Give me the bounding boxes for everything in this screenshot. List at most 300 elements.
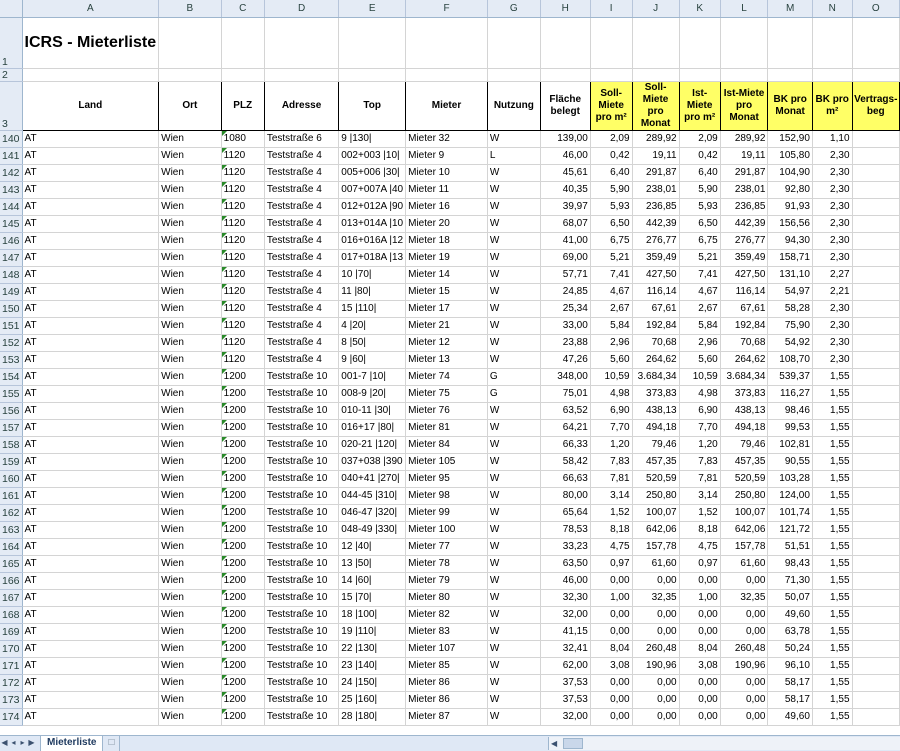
cell[interactable]: Mieter 10: [406, 164, 488, 181]
cell[interactable]: 14 |60|: [339, 572, 406, 589]
cell[interactable]: 9 |60|: [339, 351, 406, 368]
cell[interactable]: [339, 17, 406, 68]
cell[interactable]: 260,48: [720, 640, 768, 657]
cell[interactable]: AT: [22, 419, 159, 436]
cell[interactable]: Teststraße 10: [264, 708, 338, 725]
cell[interactable]: 70,68: [632, 334, 679, 351]
cell[interactable]: 32,41: [540, 640, 590, 657]
cell[interactable]: Mieter 75: [406, 385, 488, 402]
cell[interactable]: 0,00: [679, 691, 720, 708]
cell[interactable]: G: [487, 385, 540, 402]
cell[interactable]: 539,37: [768, 368, 812, 385]
row-header[interactable]: 150: [0, 300, 22, 317]
cell[interactable]: 5,90: [679, 181, 720, 198]
cell[interactable]: [768, 17, 812, 68]
cell[interactable]: 0,42: [679, 147, 720, 164]
cell[interactable]: 0,00: [590, 623, 632, 640]
cell[interactable]: [852, 351, 899, 368]
cell[interactable]: [487, 68, 540, 81]
row-header[interactable]: 152: [0, 334, 22, 351]
cell[interactable]: 98,43: [768, 555, 812, 572]
header-mieter[interactable]: Mieter: [406, 81, 488, 130]
cell[interactable]: [487, 17, 540, 68]
header-bk-pro-monat[interactable]: BK pro Monat: [768, 81, 812, 130]
cell[interactable]: W: [487, 334, 540, 351]
cell[interactable]: 2,30: [812, 215, 852, 232]
cell[interactable]: 1,55: [812, 487, 852, 504]
header-ist-miete-pro-m2[interactable]: Ist-Miete pro m²: [679, 81, 720, 130]
cell[interactable]: Wien: [159, 487, 222, 504]
cell[interactable]: 58,42: [540, 453, 590, 470]
cell[interactable]: 32,35: [632, 589, 679, 606]
cell[interactable]: 438,13: [720, 402, 768, 419]
cell[interactable]: W: [487, 555, 540, 572]
cell[interactable]: [852, 368, 899, 385]
cell[interactable]: AT: [22, 232, 159, 249]
first-sheet-icon[interactable]: ◀: [1, 738, 8, 747]
cell[interactable]: Wien: [159, 334, 222, 351]
cell[interactable]: 0,00: [720, 623, 768, 640]
cell[interactable]: 001-7 |10|: [339, 368, 406, 385]
cell[interactable]: Teststraße 10: [264, 419, 338, 436]
cell[interactable]: 66,63: [540, 470, 590, 487]
cell[interactable]: AT: [22, 504, 159, 521]
cell[interactable]: [852, 572, 899, 589]
cell[interactable]: W: [487, 487, 540, 504]
cell[interactable]: 68,07: [540, 215, 590, 232]
horizontal-scrollbar[interactable]: [548, 737, 900, 750]
cell[interactable]: 373,83: [632, 385, 679, 402]
cell[interactable]: W: [487, 419, 540, 436]
cell[interactable]: [852, 691, 899, 708]
cell[interactable]: Wien: [159, 130, 222, 147]
cell[interactable]: 1,55: [812, 623, 852, 640]
cell[interactable]: Wien: [159, 521, 222, 538]
cell[interactable]: 0,00: [679, 572, 720, 589]
cell[interactable]: 58,28: [768, 300, 812, 317]
cell[interactable]: 39,97: [540, 198, 590, 215]
cell[interactable]: Mieter 20: [406, 215, 488, 232]
cell[interactable]: Wien: [159, 181, 222, 198]
cell[interactable]: Wien: [159, 164, 222, 181]
cell[interactable]: Teststraße 10: [264, 521, 338, 538]
cell[interactable]: [852, 453, 899, 470]
column-header-l[interactable]: L: [720, 0, 768, 17]
cell[interactable]: 037+038 |390: [339, 453, 406, 470]
cell[interactable]: Wien: [159, 572, 222, 589]
cell[interactable]: Mieter 19: [406, 249, 488, 266]
cell[interactable]: W: [487, 402, 540, 419]
column-header-c[interactable]: C: [221, 0, 264, 17]
cell[interactable]: AT: [22, 487, 159, 504]
cell[interactable]: [852, 640, 899, 657]
cell[interactable]: [852, 623, 899, 640]
row-header[interactable]: 145: [0, 215, 22, 232]
cell[interactable]: 50,24: [768, 640, 812, 657]
row-header[interactable]: 163: [0, 521, 22, 538]
cell[interactable]: 190,96: [720, 657, 768, 674]
cell[interactable]: 0,00: [720, 606, 768, 623]
cell[interactable]: 79,46: [720, 436, 768, 453]
scroll-left-icon[interactable]: ◀: [551, 739, 558, 748]
header-plz[interactable]: PLZ: [221, 81, 264, 130]
cell[interactable]: 291,87: [632, 164, 679, 181]
cell[interactable]: 92,80: [768, 181, 812, 198]
cell[interactable]: [339, 68, 406, 81]
cell[interactable]: Wien: [159, 266, 222, 283]
cell[interactable]: 012+012A |90: [339, 198, 406, 215]
row-header[interactable]: 161: [0, 487, 22, 504]
cell[interactable]: 19,11: [632, 147, 679, 164]
cell[interactable]: 49,60: [768, 708, 812, 725]
cell[interactable]: W: [487, 436, 540, 453]
cell[interactable]: 6,75: [590, 232, 632, 249]
row-header[interactable]: 143: [0, 181, 22, 198]
cell[interactable]: W: [487, 538, 540, 555]
cell[interactable]: Wien: [159, 368, 222, 385]
cell[interactable]: 63,78: [768, 623, 812, 640]
cell[interactable]: AT: [22, 589, 159, 606]
cell[interactable]: 1200: [221, 640, 264, 657]
cell[interactable]: AT: [22, 198, 159, 215]
cell[interactable]: 54,92: [768, 334, 812, 351]
cell[interactable]: 494,18: [720, 419, 768, 436]
cell[interactable]: 7,70: [679, 419, 720, 436]
header-ist-miete-pro-monat[interactable]: Ist-Miete pro Monat: [720, 81, 768, 130]
cell[interactable]: 1200: [221, 470, 264, 487]
cell[interactable]: Wien: [159, 504, 222, 521]
cell[interactable]: AT: [22, 266, 159, 283]
cell[interactable]: G: [487, 368, 540, 385]
cell[interactable]: 157,78: [632, 538, 679, 555]
row-header[interactable]: 167: [0, 589, 22, 606]
cell[interactable]: 65,64: [540, 504, 590, 521]
cell[interactable]: 190,96: [632, 657, 679, 674]
cell[interactable]: 0,00: [590, 708, 632, 725]
row-header[interactable]: 142: [0, 164, 22, 181]
cell[interactable]: 58,17: [768, 691, 812, 708]
cell[interactable]: 2,96: [679, 334, 720, 351]
cell[interactable]: 0,00: [590, 674, 632, 691]
cell[interactable]: 6,40: [679, 164, 720, 181]
cell[interactable]: 2,09: [679, 130, 720, 147]
row-header[interactable]: 153: [0, 351, 22, 368]
cell[interactable]: 22 |130|: [339, 640, 406, 657]
cell[interactable]: Teststraße 10: [264, 385, 338, 402]
cell[interactable]: 54,97: [768, 283, 812, 300]
cell[interactable]: 7,81: [590, 470, 632, 487]
cell[interactable]: 1,55: [812, 657, 852, 674]
cell[interactable]: [852, 436, 899, 453]
cell[interactable]: 0,00: [590, 572, 632, 589]
cell[interactable]: 5,60: [590, 351, 632, 368]
cell[interactable]: 46,00: [540, 147, 590, 164]
cell[interactable]: 4,98: [590, 385, 632, 402]
cell[interactable]: 108,70: [768, 351, 812, 368]
row-header[interactable]: 162: [0, 504, 22, 521]
cell[interactable]: Mieter 11: [406, 181, 488, 198]
cell[interactable]: Wien: [159, 470, 222, 487]
cell[interactable]: 017+018A |13: [339, 249, 406, 266]
insert-sheet-icon[interactable]: □: [103, 736, 120, 751]
cell[interactable]: 5,21: [590, 249, 632, 266]
cell[interactable]: AT: [22, 300, 159, 317]
column-header-o[interactable]: O: [852, 0, 899, 17]
cell[interactable]: 013+014A |10: [339, 215, 406, 232]
cell[interactable]: 6,40: [590, 164, 632, 181]
cell[interactable]: 63,52: [540, 402, 590, 419]
cell[interactable]: AT: [22, 215, 159, 232]
cell[interactable]: 2,30: [812, 249, 852, 266]
cell[interactable]: 37,53: [540, 691, 590, 708]
cell[interactable]: [812, 68, 852, 81]
cell[interactable]: 192,84: [632, 317, 679, 334]
cell[interactable]: 40,35: [540, 181, 590, 198]
cell[interactable]: 494,18: [632, 419, 679, 436]
cell[interactable]: 156,56: [768, 215, 812, 232]
cell[interactable]: 101,74: [768, 504, 812, 521]
cell[interactable]: 236,85: [632, 198, 679, 215]
cell[interactable]: [852, 419, 899, 436]
cell[interactable]: 62,00: [540, 657, 590, 674]
cell[interactable]: 121,72: [768, 521, 812, 538]
cell[interactable]: Mieter 84: [406, 436, 488, 453]
cell[interactable]: 0,97: [679, 555, 720, 572]
cell[interactable]: Wien: [159, 300, 222, 317]
cell[interactable]: 438,13: [632, 402, 679, 419]
cell[interactable]: 348,00: [540, 368, 590, 385]
cell[interactable]: Wien: [159, 657, 222, 674]
cell[interactable]: Teststraße 10: [264, 504, 338, 521]
cell[interactable]: 1200: [221, 657, 264, 674]
row-header[interactable]: 170: [0, 640, 22, 657]
cell[interactable]: 47,26: [540, 351, 590, 368]
cell[interactable]: Wien: [159, 249, 222, 266]
cell[interactable]: W: [487, 130, 540, 147]
cell[interactable]: 0,97: [590, 555, 632, 572]
cell[interactable]: 2,27: [812, 266, 852, 283]
cell[interactable]: Mieter 99: [406, 504, 488, 521]
cell[interactable]: [406, 68, 488, 81]
cell[interactable]: 79,46: [632, 436, 679, 453]
cell[interactable]: 1120: [221, 317, 264, 334]
cell[interactable]: 642,06: [720, 521, 768, 538]
row-header[interactable]: 147: [0, 249, 22, 266]
cell[interactable]: W: [487, 691, 540, 708]
cell[interactable]: AT: [22, 674, 159, 691]
cell[interactable]: 10,59: [590, 368, 632, 385]
row-header[interactable]: 169: [0, 623, 22, 640]
cell[interactable]: 3.684,34: [632, 368, 679, 385]
cell[interactable]: Teststraße 10: [264, 538, 338, 555]
cell[interactable]: 5,93: [679, 198, 720, 215]
cell[interactable]: [852, 181, 899, 198]
row-header[interactable]: 140: [0, 130, 22, 147]
cell[interactable]: Wien: [159, 691, 222, 708]
header-bk-pro-m2[interactable]: BK pro m²: [812, 81, 852, 130]
cell[interactable]: 2,30: [812, 351, 852, 368]
cell[interactable]: Teststraße 10: [264, 453, 338, 470]
cell[interactable]: 1,10: [812, 130, 852, 147]
cell[interactable]: [852, 521, 899, 538]
cell[interactable]: 103,28: [768, 470, 812, 487]
row-header[interactable]: 157: [0, 419, 22, 436]
cell[interactable]: Mieter 76: [406, 402, 488, 419]
cell[interactable]: W: [487, 198, 540, 215]
cell[interactable]: W: [487, 504, 540, 521]
cell[interactable]: 359,49: [720, 249, 768, 266]
cell[interactable]: 2,67: [679, 300, 720, 317]
cell[interactable]: W: [487, 589, 540, 606]
cell[interactable]: 1,55: [812, 708, 852, 725]
cell[interactable]: L: [487, 147, 540, 164]
cell[interactable]: 276,77: [720, 232, 768, 249]
cell[interactable]: AT: [22, 453, 159, 470]
cell[interactable]: 427,50: [720, 266, 768, 283]
cell[interactable]: 1200: [221, 402, 264, 419]
cell[interactable]: 7,70: [590, 419, 632, 436]
cell[interactable]: 2,96: [590, 334, 632, 351]
cell[interactable]: 1120: [221, 283, 264, 300]
cell[interactable]: [768, 68, 812, 81]
cell[interactable]: 116,27: [768, 385, 812, 402]
cell[interactable]: 192,84: [720, 317, 768, 334]
cell[interactable]: 6,50: [679, 215, 720, 232]
row-header[interactable]: 3: [0, 81, 22, 130]
cell[interactable]: 016+17 |80|: [339, 419, 406, 436]
cell[interactable]: 0,00: [679, 623, 720, 640]
cell[interactable]: 9 |130|: [339, 130, 406, 147]
cell[interactable]: 373,83: [720, 385, 768, 402]
cell[interactable]: 044-45 |310|: [339, 487, 406, 504]
cell[interactable]: 7,81: [679, 470, 720, 487]
cell[interactable]: 2,09: [590, 130, 632, 147]
cell[interactable]: 046-47 |320|: [339, 504, 406, 521]
cell[interactable]: [852, 283, 899, 300]
cell[interactable]: 2,30: [812, 317, 852, 334]
cell[interactable]: W: [487, 300, 540, 317]
cell[interactable]: [590, 68, 632, 81]
cell[interactable]: 005+006 |30|: [339, 164, 406, 181]
cell[interactable]: AT: [22, 351, 159, 368]
cell[interactable]: 2,21: [812, 283, 852, 300]
cell[interactable]: 51,51: [768, 538, 812, 555]
cell[interactable]: Wien: [159, 453, 222, 470]
next-sheet-icon[interactable]: ▸: [20, 738, 25, 747]
cell[interactable]: 1200: [221, 504, 264, 521]
cell[interactable]: W: [487, 453, 540, 470]
cell[interactable]: [852, 17, 899, 68]
cell[interactable]: 020-21 |120|: [339, 436, 406, 453]
cell[interactable]: 7,41: [590, 266, 632, 283]
cell[interactable]: 010-11 |30|: [339, 402, 406, 419]
cell[interactable]: [852, 657, 899, 674]
cell[interactable]: 24,85: [540, 283, 590, 300]
cell[interactable]: 124,00: [768, 487, 812, 504]
cell[interactable]: Wien: [159, 538, 222, 555]
cell[interactable]: W: [487, 283, 540, 300]
cell[interactable]: 1,55: [812, 538, 852, 555]
cell[interactable]: AT: [22, 538, 159, 555]
cell[interactable]: 0,00: [720, 572, 768, 589]
cell[interactable]: 1,00: [590, 589, 632, 606]
cell[interactable]: 5,90: [590, 181, 632, 198]
cell[interactable]: 1,55: [812, 640, 852, 657]
cell[interactable]: 28 |180|: [339, 708, 406, 725]
cell[interactable]: 8,18: [679, 521, 720, 538]
sheet-title[interactable]: ICRS - Mieterliste: [22, 17, 159, 68]
cell[interactable]: 1,00: [679, 589, 720, 606]
cell[interactable]: 78,53: [540, 521, 590, 538]
cell[interactable]: 264,62: [632, 351, 679, 368]
cell[interactable]: 457,35: [632, 453, 679, 470]
cell[interactable]: [540, 17, 590, 68]
cell[interactable]: Teststraße 4: [264, 198, 338, 215]
cell[interactable]: 2,30: [812, 164, 852, 181]
cell[interactable]: 4 |20|: [339, 317, 406, 334]
cell[interactable]: 1120: [221, 334, 264, 351]
cell[interactable]: 4,67: [679, 283, 720, 300]
cell[interactable]: 2,30: [812, 181, 852, 198]
cell[interactable]: 008-9 |20|: [339, 385, 406, 402]
cell[interactable]: Wien: [159, 232, 222, 249]
cell[interactable]: 131,10: [768, 266, 812, 283]
cell[interactable]: 1120: [221, 249, 264, 266]
cell[interactable]: 264,62: [720, 351, 768, 368]
cell[interactable]: Mieter 18: [406, 232, 488, 249]
cell[interactable]: 6,90: [679, 402, 720, 419]
cell[interactable]: 040+41 |270|: [339, 470, 406, 487]
cell[interactable]: 1,55: [812, 453, 852, 470]
cell[interactable]: Teststraße 4: [264, 215, 338, 232]
cell[interactable]: Teststraße 10: [264, 623, 338, 640]
cell[interactable]: Teststraße 10: [264, 487, 338, 504]
cell[interactable]: Mieter 85: [406, 657, 488, 674]
cell[interactable]: [221, 17, 264, 68]
cell[interactable]: AT: [22, 130, 159, 147]
cell[interactable]: 0,00: [679, 674, 720, 691]
cell[interactable]: Mieter 78: [406, 555, 488, 572]
cell[interactable]: [22, 68, 159, 81]
cell[interactable]: [852, 504, 899, 521]
cell[interactable]: 1120: [221, 300, 264, 317]
cell[interactable]: [852, 68, 899, 81]
cell[interactable]: 63,50: [540, 555, 590, 572]
sheet-tab-mieterliste[interactable]: Mieterliste: [40, 736, 103, 751]
cell[interactable]: 94,30: [768, 232, 812, 249]
cell[interactable]: W: [487, 521, 540, 538]
column-header-b[interactable]: B: [159, 0, 222, 17]
cell[interactable]: [264, 17, 338, 68]
cell[interactable]: 61,60: [632, 555, 679, 572]
cell[interactable]: 32,30: [540, 589, 590, 606]
cell[interactable]: 0,00: [590, 606, 632, 623]
cell[interactable]: 75,90: [768, 317, 812, 334]
cell[interactable]: 33,23: [540, 538, 590, 555]
cell[interactable]: 3.684,34: [720, 368, 768, 385]
cell[interactable]: 236,85: [720, 198, 768, 215]
cell[interactable]: 0,42: [590, 147, 632, 164]
cell[interactable]: 520,59: [720, 470, 768, 487]
row-header[interactable]: 159: [0, 453, 22, 470]
cell[interactable]: 3,14: [679, 487, 720, 504]
cell[interactable]: 238,01: [720, 181, 768, 198]
cell[interactable]: 1,55: [812, 606, 852, 623]
cell[interactable]: Teststraße 4: [264, 317, 338, 334]
cell[interactable]: AT: [22, 521, 159, 538]
cell[interactable]: 71,30: [768, 572, 812, 589]
cell[interactable]: 1200: [221, 572, 264, 589]
